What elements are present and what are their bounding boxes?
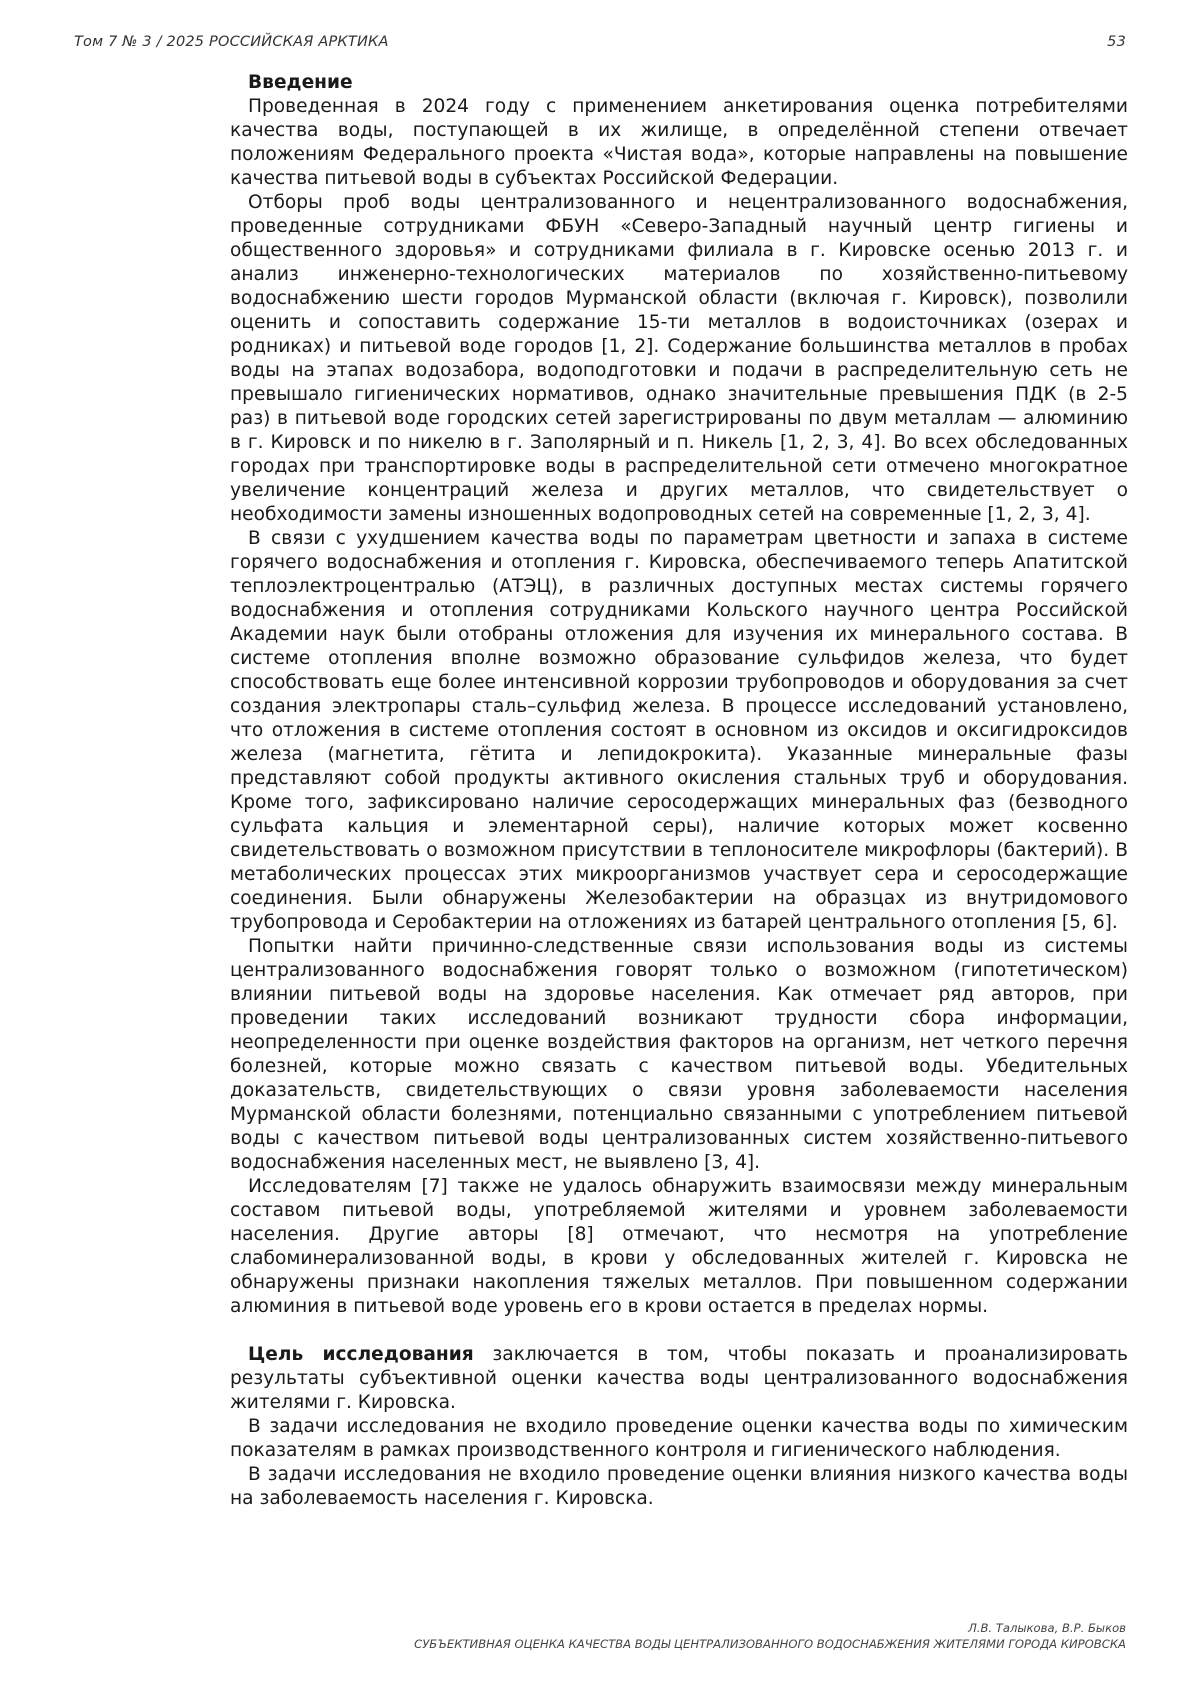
running-header xyxy=(74,34,1126,50)
paragraph: Проведенная в 2024 году с применением анкетирования оценка потребителями качества воды, поступающей в их жилище, в определённой степени отвечает положениям Федерального проекта «Чистая вода», которые направлены на повышение качества питьевой воды в субъектах Российской Федерации. xyxy=(230,96,1128,189)
footer-authors: Л.В. Талыкова, В.Р. Быков xyxy=(968,1621,1126,1635)
page-number: 53 xyxy=(1107,34,1126,50)
aim-text: заключается в том, чтобы показать и проанализировать результаты субъективной оценки качества воды централизованного водоснабжения жителями г. Кировска. xyxy=(230,1344,1128,1413)
running-footer xyxy=(300,1620,1126,1652)
paragraph: Попытки найти причинно-следственные связи использования воды из системы централизованного водоснабжения говорят только о возможном (гипотетическом) влиянии питьевой воды на здоровье населения. Как отмечает ряд авторов, при проведении таких исследований возникают трудности сбора информации, неопределенности при оценке воздействия факторов на организм, нет четкого перечня болезней, которые можно связать с качеством питьевой воды. Убедительных доказательств, свидетельствующих о связи уровня заболеваемости населения Мурманской области болезнями, потенциально связанными с употреблением питьевой воды с качеством питьевой воды централизованных систем хозяйственно-питьевого водоснабжения населенных мест, не выявлено [3, 4]. xyxy=(230,936,1128,1173)
article-body xyxy=(230,71,1128,1511)
section-gap xyxy=(230,1319,1128,1343)
paragraph: В задачи исследования не входило проведение оценки влияния низкого качества воды на заболеваемость населения г. Кировска. xyxy=(230,1464,1128,1509)
aim-label: Цель исследования xyxy=(248,1344,474,1365)
paragraph: В задачи исследования не входило проведение оценки качества воды по химическим показателям в рамках производственного контроля и гигиенического наблюдения. xyxy=(230,1416,1128,1461)
section-heading-introduction: Введение xyxy=(248,72,353,93)
footer-article-title: СУБЪЕКТИВНАЯ ОЦЕНКА КАЧЕСТВА ВОДЫ ЦЕНТРАЛИЗОВАННОГО ВОДОСНАБЖЕНИЯ ЖИТЕЛЯМИ ГОРОДА КИРОВСКА xyxy=(414,1637,1126,1651)
paragraph: Исследователям [7] также не удалось обнаружить взаимосвязи между минеральным составом питьевой воды, употребляемой жителями и уровнем заболеваемости населения. Другие авторы [8] отмечают, что несмотря на употребление слабоминерализованной воды, в крови у обследованных жителей г. Кировска не обнаружены признаки накопления тяжелых металлов. При повышенном содержании алюминия в питьевой воде уровень его в крови остается в пределах нормы. xyxy=(230,1176,1128,1317)
aim-paragraph xyxy=(230,1343,1128,1415)
paragraph: Отборы проб воды централизованного и нецентрализованного водоснабжения, проведенные сотрудниками ФБУН «Северо-Западный научный центр гигиены и общественного здоровья» и сотрудниками филиала в г. Кировске осенью 2013 г. и анализ инженерно-технологических материалов по хозяйственно-питьевому водоснабжению шести городов Мурманской области (включая г. Кировск), позволили оценить и сопоставить содержание 15-ти металлов в водоисточниках (озерах и родниках) и питьевой воде городов [1, 2]. Содержание большинства металлов в пробах воды на этапах водозабора, водоподготовки и подачи в распределительную сеть не превышало гигиенических нормативов, однако значительные превышения ПДК (в 2-5 раз) в питьевой воде городских сетей зарегистрированы по двум металлам — алюминию в г. Кировск и по никелю в г. Заполярный и п. Никель [1, 2, 3, 4]. Во всех обследованных городах при транспортировке воды в распределительной сети отмечено многократное увеличение концентраций железа и других металлов, что свидетельствует о необходимости замены изношенных водопроводных сетей на современные [1, 2, 3, 4]. xyxy=(230,192,1128,525)
journal-title: Том 7 № 3 / 2025 РОССИЙСКАЯ АРКТИКА xyxy=(74,34,389,50)
paragraph: В связи с ухудшением качества воды по параметрам цветности и запаха в системе горячего водоснабжения и отопления г. Кировска, обеспечиваемого теперь Апатитской теплоэлектроцентралью (АТЭЦ), в различных доступных местах системы горячего водоснабжения и отопления сотрудниками Кольского научного центра Российской Академии наук были отобраны отложения для изучения их минерального состава. В системе отопления вполне возможно образование сульфидов железа, что будет способствовать еще более интенсивной коррозии трубопроводов и оборудования за счет создания электропары сталь–сульфид железа. В процессе исследований установлено, что отложения в системе отопления состоят в основном из оксидов и оксигидроксидов железа (магнетита, гётита и лепидокрокита). Указанные минеральные фазы представляют собой продукты активного окисления стальных труб и оборудования. Кроме того, зафиксировано наличие серосодержащих минеральных фаз (безводного сульфата кальция и элементарной серы), наличие которых может косвенно свидетельствовать о возможном присутствии в теплоносителе микрофлоры (бактерий). В метаболических процессах этих микроорганизмов участвует сера и серосодержащие соединения. Были обнаружены Железобактерии на образцах из внутридомового трубопровода и Серобактерии на отложениях из батарей центрального отопления [5, 6]. xyxy=(230,528,1128,933)
